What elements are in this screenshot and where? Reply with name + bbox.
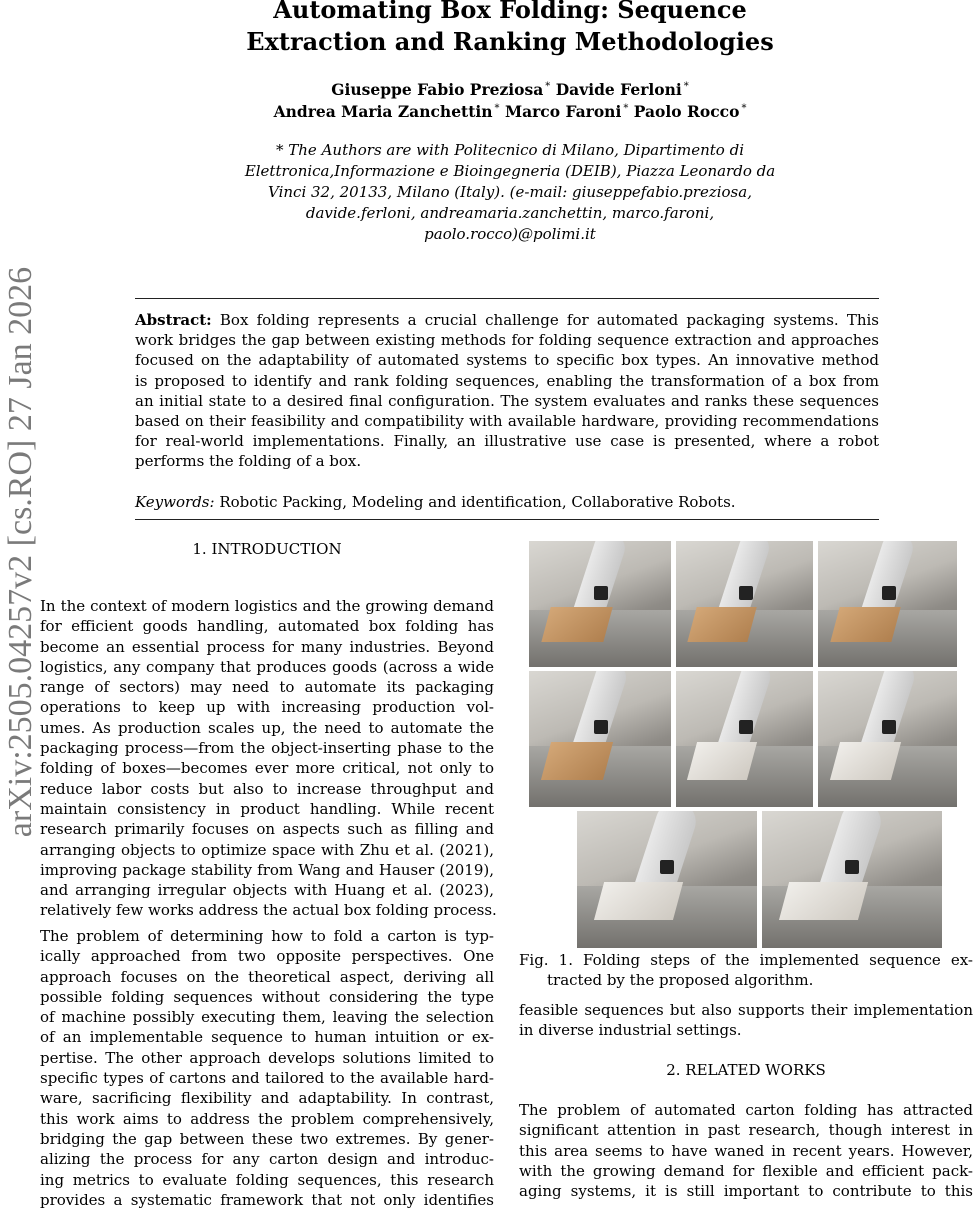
text-line: this work aims to address the problem comprehensively,	[40, 1109, 494, 1128]
text-line: aging systems, it is still important to contribute to this	[519, 1182, 973, 1201]
text-line: become an essential process for many industries. Beyond	[40, 637, 494, 656]
intro-paragraph-2	[40, 926, 494, 1210]
text-line: research primarily focuses on aspects such as filling and	[40, 820, 494, 839]
text-line: significant attention in past research, though interest in	[519, 1121, 973, 1140]
keywords-label: Keywords:	[135, 493, 215, 511]
text-line: In the context of modern logistics and the growing demand	[40, 597, 494, 615]
affiliation-line: paolo.rocco)@polimi.it	[424, 225, 596, 243]
author-name: Davide Ferloni	[555, 80, 682, 99]
abstract-line: work bridges the gap between existing methods for folding sequence extraction and approaches	[135, 331, 879, 350]
abstract-line: an initial state to a desired final configuration. The system evaluates and ranks these sequences	[135, 391, 879, 410]
text-line: of an implementable sequence to human intuition or ex-	[40, 1028, 494, 1047]
text-line: operations to keep up with increasing production vol-	[40, 698, 494, 717]
author-name: Paolo Rocco	[633, 102, 740, 121]
figure-1-caption	[519, 950, 973, 991]
author-name: Giuseppe Fabio Preziosa	[331, 80, 544, 99]
abstract-top-rule	[135, 298, 879, 299]
author-name: Andrea Maria Zanchettin	[273, 102, 493, 121]
figure-photo	[818, 671, 957, 807]
keywords	[135, 492, 879, 512]
text-line: reduce labor costs but also to increase throughput and	[40, 779, 494, 798]
title-line: Automating Box Folding: Sequence	[273, 0, 747, 24]
abstract-text: Box folding represents a crucial challenge for automated packaging systems. This	[211, 311, 879, 329]
abstract-line: performs the folding of a box.	[135, 452, 362, 471]
title-line: Extraction and Ranking Methodologies	[246, 27, 774, 56]
text-line: improving package stability from Wang and Hauser (2019),	[40, 860, 494, 879]
section-heading-introduction: 1. INTRODUCTION	[192, 540, 342, 558]
affiliation-line: davide.ferloni, andreamaria.zanchettin, marco.faroni,	[305, 204, 715, 222]
affiliation-line: Elettronica,Informazione e Bioingegneria (DEIB), Piazza Leonardo da	[244, 162, 776, 180]
paper-title	[160, 0, 860, 58]
text-line: feasible sequences but also supports their implementation	[519, 1001, 973, 1019]
text-line: in diverse industrial settings.	[519, 1021, 742, 1040]
figure-photo	[529, 541, 671, 667]
text-line: arranging objects to optimize space with Zhu et al. (2021),	[40, 840, 494, 859]
abstract-line: for real-world implementations. Finally, an illustrative use case is presented, where a robot	[135, 432, 879, 451]
intro-paragraph-1	[40, 596, 497, 921]
text-line: logistics, any company that produces goods (across a wide	[40, 657, 494, 676]
author-list	[160, 79, 860, 123]
text-line: and arranging irregular objects with Huang et al. (2023),	[40, 881, 494, 900]
affiliation-marker: *	[494, 102, 500, 114]
text-line: approach focuses on the theoretical aspect, deriving all	[40, 967, 494, 986]
figure-photo	[676, 671, 813, 807]
related-works-paragraph	[519, 1100, 973, 1201]
caption-line: Fig. 1. Folding steps of the implemented sequence ex-	[519, 951, 973, 969]
keywords-text: Robotic Packing, Modeling and identification, Collaborative Robots.	[214, 493, 736, 511]
figure-photo	[529, 671, 671, 807]
figure-photo	[577, 811, 757, 948]
abstract-bottom-rule	[135, 519, 879, 520]
affiliation-line: * The Authors are with Politecnico di Milano, Dipartimento di	[276, 141, 744, 159]
text-line: bridging the gap between these two extremes. By gener-	[40, 1129, 494, 1148]
text-line: maintain consistency in product handling. While recent	[40, 799, 494, 818]
figure-photo	[762, 811, 942, 948]
text-line: specific types of cartons and tailored to the available hard-	[40, 1069, 494, 1088]
text-line: ically approached from two opposite perspectives. One	[40, 947, 494, 966]
text-line: alizing the process for any carton design and introduc-	[40, 1150, 494, 1169]
affiliation	[200, 140, 820, 245]
text-line: packaging process—from the object-inserting phase to the	[40, 739, 494, 758]
figure-photo	[676, 541, 813, 667]
text-line: pertise. The other approach develops solutions limited to	[40, 1048, 494, 1067]
abstract	[135, 310, 879, 472]
text-line: for efficient goods handling, automated box folding has	[40, 617, 494, 636]
author-name: Marco Faroni	[504, 102, 622, 121]
right-column-continuation	[519, 1000, 973, 1041]
text-line: relatively few works address the actual box folding process.	[40, 901, 497, 920]
author-line	[160, 79, 860, 101]
text-line: umes. As production scales up, the need to automate the	[40, 718, 494, 737]
affiliation-marker: *	[683, 80, 689, 92]
caption-line: tracted by the proposed algorithm.	[547, 971, 814, 990]
abstract-line	[135, 310, 879, 330]
affiliation-marker: *	[741, 102, 747, 114]
text-line: ing metrics to evaluate folding sequences, this research	[40, 1170, 494, 1189]
text-line: The problem of automated carton folding has attracted	[519, 1101, 973, 1119]
text-line: of machine possibly executing them, leaving the selection	[40, 1008, 494, 1027]
figure-1	[529, 541, 957, 948]
text-line: provides a systematic framework that not only identifies	[40, 1190, 494, 1209]
abstract-line: is proposed to identify and rank folding sequences, enabling the transformation of a box from	[135, 371, 879, 390]
section-heading-related-works: 2. RELATED WORKS	[666, 1061, 826, 1079]
abstract-line: focused on the adaptability of automated systems to specific box types. An innovative method	[135, 351, 879, 370]
arxiv-identifier: arXiv:2505.04257v2 [cs.RO] 27 Jan 2026	[2, 266, 39, 838]
text-line: this area seems to have waned in recent years. However,	[519, 1141, 973, 1160]
affiliation-line: Vinci 32, 20133, Milano (Italy). (e-mail: giuseppefabio.preziosa,	[268, 183, 752, 201]
text-line: range of sectors) may need to automate its packaging	[40, 678, 494, 697]
text-line: folding of boxes—becomes ever more critical, not only to	[40, 759, 494, 778]
text-line: possible folding sequences without considering the type	[40, 987, 494, 1006]
abstract-label: Abstract:	[135, 311, 212, 329]
text-line: The problem of determining how to fold a carton is typ-	[40, 927, 494, 945]
text-line: ware, sacrificing flexibility and adaptability. In contrast,	[40, 1089, 494, 1108]
affiliation-marker: *	[545, 80, 551, 92]
author-line	[160, 101, 860, 123]
abstract-line: based on their feasibility and compatibility with available hardware, providing recommendations	[135, 412, 879, 431]
figure-photo	[818, 541, 957, 667]
affiliation-marker: *	[623, 102, 629, 114]
text-line: with the growing demand for flexible and efficient pack-	[519, 1161, 973, 1180]
